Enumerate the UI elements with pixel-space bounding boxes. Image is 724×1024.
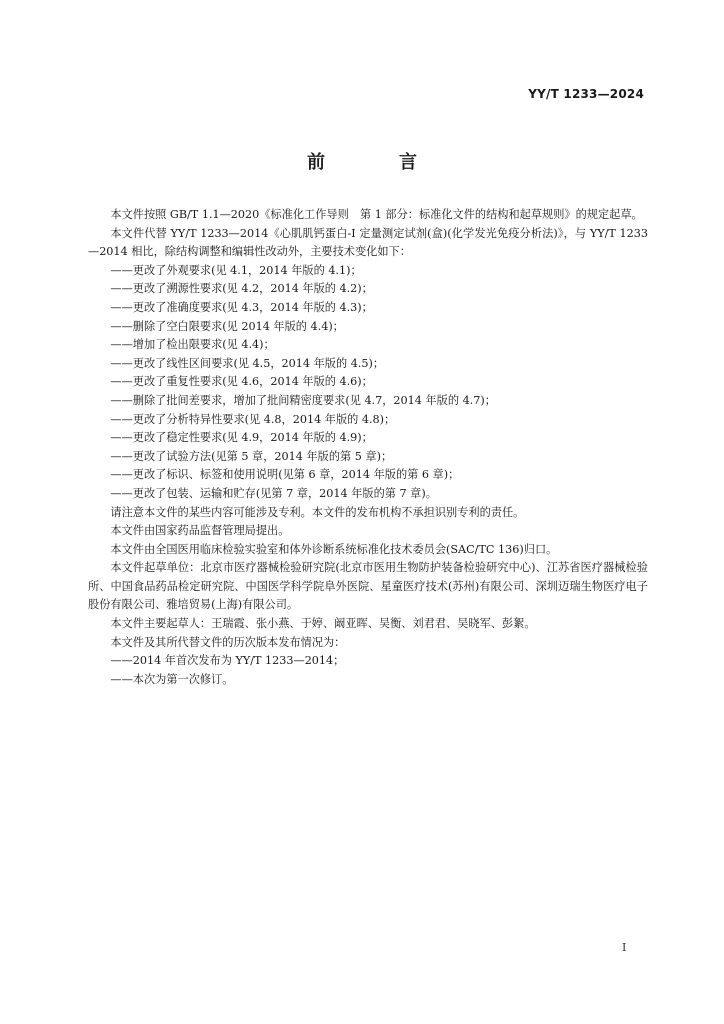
paragraph-patent-notice: 请注意本文件的某些内容可能涉及专利。本文件的发布机构不承担识别专利的责任。: [110, 505, 525, 519]
list-item: ——更改了包装、运输和贮存(见第 7 章，2014 年版的第 7 章)。: [110, 486, 437, 500]
list-item: ——增加了检出限要求(见 4.4)；: [110, 338, 275, 352]
paragraph-proposer: 本文件由国家药品监督管理局提出。: [110, 524, 290, 538]
list-item: ——更改了分析特异性要求(见 4.8，2014 年版的 4.8)；: [110, 412, 396, 426]
list-item: ——2014 年首次发布为 YY/T 1233—2014；: [110, 654, 345, 668]
list-item: ——更改了稳定性要求(见 4.9，2014 年版的 4.9)；: [110, 431, 373, 445]
list-item: ——更改了试验方法(见第 5 章，2014 年版的第 5 章)；: [110, 449, 393, 463]
list-item: ——更改了准确度要求(见 4.3，2014 年版的 4.3)；: [110, 300, 373, 314]
list-item: ——更改了线性区间要求(见 4.5，2014 年版的 4.5)；: [110, 356, 385, 370]
paragraph-replaces: 本文件代替 YY/T 1233—2014《心肌肌钙蛋白-I 定量测定试剂(盒)(化学发光免疫分析法)》，与 YY/T 1233—2014 相比，除结构调整和编辑性改动外，主要技术变化如下：: [88, 226, 648, 259]
list-item: ——更改了标识、标签和使用说明(见第 6 章，2014 年版的第 6 章)；: [110, 468, 460, 482]
paragraph-drafters: 本文件主要起草人：王瑞霞、张小燕、于婷、阚亚晖、吴衡、刘君君、吴晓军、彭絮。: [110, 617, 536, 631]
change-list: [88, 262, 648, 504]
list-item: ——删除了批间差要求，增加了批间精密度要求(见 4.7，2014 年版的 4.7)；: [110, 393, 496, 407]
foreword-body: [88, 206, 648, 689]
standard-code: YY/T 1233—2024: [528, 87, 644, 101]
paragraph-drafting-rules: 本文件按照 GB/T 1.1—2020《标准化工作导则 第 1 部分：标准化文件的结构和起草规则》的规定起草。: [110, 208, 643, 221]
list-item: ——删除了空白限要求(见 2014 年版的 4.4)；: [110, 319, 344, 333]
list-item: ——更改了外观要求(见 4.1，2014 年版的 4.1)；: [110, 263, 362, 277]
list-item: ——本次为第一次修订。: [110, 672, 234, 686]
paragraph-history-intro: 本文件及其所代替文件的历次版本发布情况为：: [110, 635, 346, 649]
history-list: [88, 652, 648, 689]
list-item: ——更改了溯源性要求(见 4.2，2014 年版的 4.2)；: [110, 282, 373, 296]
page-title: 前 言: [307, 152, 445, 173]
paragraph-committee: 本文件由全国医用临床检验实验室和体外诊断系统标准化技术委员会(SAC/TC 136)归口。: [110, 542, 558, 556]
list-item: ——更改了重复性要求(见 4.6，2014 年版的 4.6)；: [110, 375, 373, 389]
page-number: I: [622, 941, 627, 954]
paragraph-drafting-units: 本文件起草单位：北京市医疗器械检验研究院(北京市医用生物防护装备检验研究中心)、江苏省医疗器械检验所、中国食品药品检定研究院、中国医学科学院阜外医院、星童医疗技术(苏州)有限公司、深圳迈瑞生物医疗电子股份有限公司、雅培贸易(上海)有限公司。: [88, 561, 648, 612]
